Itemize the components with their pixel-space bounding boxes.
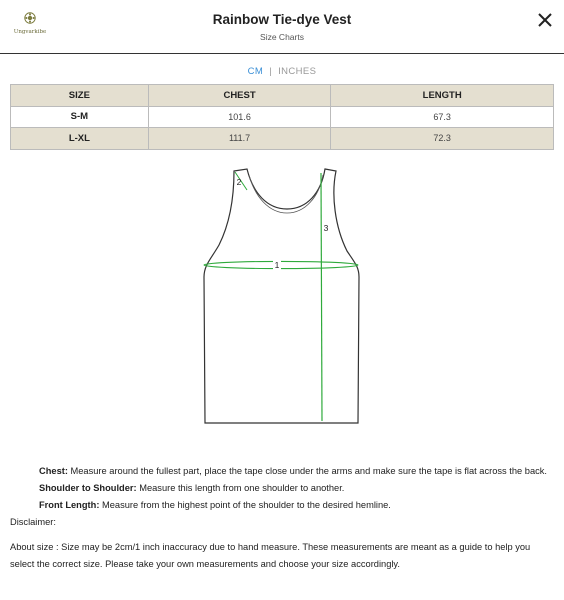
measurement-descriptions (10, 463, 556, 573)
measure-label-2: 2 (236, 177, 242, 187)
size-cell: L-XL (11, 128, 149, 150)
vest-outline (204, 169, 359, 423)
table-row (11, 128, 554, 150)
shoulder-label: Shoulder to Shoulder: (39, 483, 137, 493)
chest-cell: 111.7 (148, 128, 331, 150)
chest-text: Measure around the fullest part, place the tape close under the arms and make sure the tape is flat across the back. (67, 466, 547, 476)
size-table (10, 84, 554, 150)
measure-label-3: 3 (323, 223, 329, 233)
column-header-chest: CHEST (148, 85, 331, 107)
chest-description (10, 463, 556, 480)
close-icon[interactable] (536, 11, 554, 29)
size-cell: S-M (11, 106, 149, 128)
modal-subtitle: Size Charts (260, 32, 304, 42)
shoulder-text: Measure this length from one shoulder to another. (136, 483, 345, 493)
product-title: Rainbow Tie-dye Vest (212, 12, 352, 27)
column-header-length: LENGTH (331, 85, 554, 107)
length-cell: 67.3 (331, 106, 554, 128)
unit-separator: | (269, 66, 273, 77)
vest-measurement-diagram (195, 165, 370, 430)
table-row (11, 106, 554, 128)
about-size-text: About size : Size may be 2cm/1 inch inaccuracy due to hand measure. These measurements are meant as a guide to help you select the correct size. Please take your own measurements and choose your size accordingly. (10, 542, 531, 569)
unit-toggle (0, 66, 564, 77)
modal-header (0, 0, 564, 54)
unit-cm-tab[interactable]: CM (247, 66, 264, 77)
chest-cell: 101.6 (148, 106, 331, 128)
measure-label-1: 1 (274, 260, 280, 270)
column-header-size: SIZE (11, 85, 149, 107)
front-length-description (10, 497, 556, 514)
logo-text: Ungvarkibe (13, 29, 47, 35)
unit-inches-tab[interactable]: INCHES (278, 66, 317, 77)
shoulder-description (10, 480, 556, 497)
chest-label: Chest: (39, 466, 68, 476)
front-length-text: Measure from the highest point of the shoulder to the desired hemline. (99, 500, 391, 510)
length-cell: 72.3 (331, 128, 554, 150)
disclaimer-heading: Disclaimer: (10, 517, 56, 527)
table-header-row (11, 85, 554, 107)
front-length-label: Front Length: (39, 500, 100, 510)
